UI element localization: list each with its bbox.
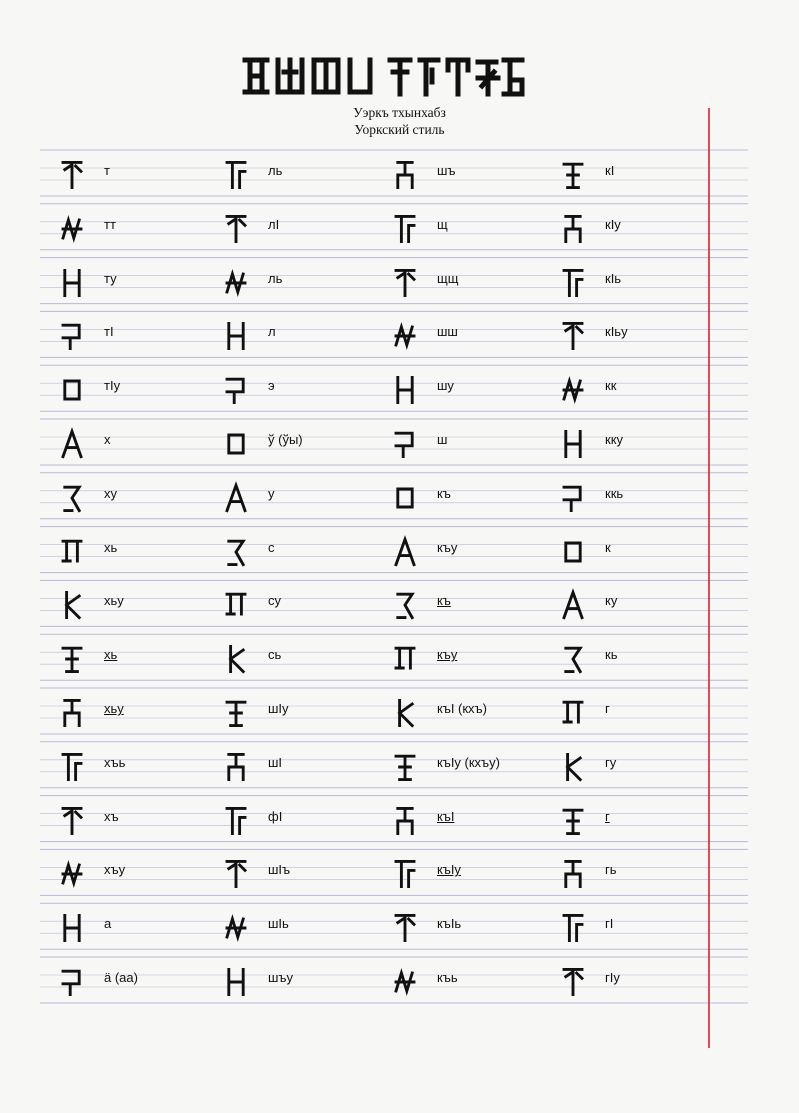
letter-cell bbox=[58, 530, 208, 574]
script-glyph-icon bbox=[222, 372, 250, 408]
letter-cell bbox=[58, 314, 208, 358]
letter-cell bbox=[559, 368, 709, 412]
transliteration-label: ку bbox=[605, 593, 618, 609]
script-glyph-icon bbox=[559, 910, 587, 946]
script-glyph-icon bbox=[391, 157, 419, 193]
letter-cell bbox=[391, 476, 541, 520]
letter-cell bbox=[559, 637, 709, 681]
transliteration-label: кI bbox=[605, 163, 615, 178]
letter-cell bbox=[391, 906, 541, 950]
transliteration-label: щщ bbox=[437, 270, 459, 286]
letter-cell bbox=[58, 153, 208, 197]
transliteration-label: с bbox=[268, 539, 275, 555]
transliteration-label: къIу bbox=[437, 862, 461, 878]
transliteration-label: г bbox=[605, 808, 610, 824]
transliteration-label: тIу bbox=[104, 378, 121, 394]
transliteration-label: тI bbox=[104, 324, 114, 340]
transliteration-label: ккь bbox=[605, 485, 624, 501]
script-glyph-icon bbox=[58, 265, 86, 301]
transliteration-label: ль bbox=[268, 270, 283, 286]
script-glyph-icon bbox=[559, 318, 587, 354]
letter-cell bbox=[58, 691, 208, 735]
transliteration-label: ту bbox=[104, 270, 117, 286]
transliteration-label: л bbox=[268, 324, 276, 340]
transliteration-label: шъу bbox=[268, 970, 294, 985]
letter-cell bbox=[58, 261, 208, 305]
letter-cell bbox=[58, 476, 208, 520]
letter-cell bbox=[559, 314, 709, 358]
letter-cell bbox=[559, 906, 709, 950]
transliteration-label: къI (кхъ) bbox=[437, 701, 488, 716]
transliteration-label: хь bbox=[104, 539, 118, 555]
script-glyph-icon bbox=[391, 910, 419, 946]
script-glyph-icon bbox=[559, 157, 587, 193]
transliteration-label: ш bbox=[437, 432, 448, 447]
script-glyph-icon bbox=[222, 803, 250, 839]
transliteration-label: кIь bbox=[605, 270, 622, 286]
transliteration-label: хь bbox=[104, 647, 118, 663]
transliteration-label: гь bbox=[605, 862, 617, 878]
script-glyph-icon bbox=[222, 318, 250, 354]
script-title-art bbox=[240, 52, 525, 104]
letter-cell bbox=[222, 583, 372, 627]
letter-cell bbox=[58, 852, 208, 896]
transliteration-label: къу bbox=[437, 647, 458, 663]
script-glyph-icon bbox=[58, 480, 86, 516]
letter-cell bbox=[559, 261, 709, 305]
letter-cell bbox=[222, 852, 372, 896]
letter-cell bbox=[391, 960, 541, 1004]
transliteration-label: хьу bbox=[104, 593, 124, 609]
letter-cell bbox=[559, 422, 709, 466]
letter-cell bbox=[391, 745, 541, 789]
script-glyph-icon bbox=[222, 211, 250, 247]
script-glyph-icon bbox=[58, 157, 86, 193]
transliteration-label: къI bbox=[437, 808, 455, 824]
script-glyph-icon bbox=[222, 749, 250, 785]
letter-cell bbox=[58, 368, 208, 412]
letter-cell bbox=[391, 852, 541, 896]
script-glyph-icon bbox=[58, 910, 86, 946]
letter-cell bbox=[559, 799, 709, 843]
letter-cell bbox=[391, 422, 541, 466]
script-glyph-icon bbox=[391, 211, 419, 247]
script-glyph-icon bbox=[559, 964, 587, 1000]
script-glyph-icon bbox=[559, 803, 587, 839]
letter-cell bbox=[222, 530, 372, 574]
transliteration-label: гIу bbox=[605, 970, 620, 985]
transliteration-label: къь bbox=[437, 970, 458, 985]
letter-cell bbox=[222, 745, 372, 789]
letter-cell bbox=[222, 691, 372, 735]
script-glyph-icon bbox=[222, 534, 250, 570]
script-glyph-icon bbox=[222, 265, 250, 301]
transliteration-label: хъь bbox=[104, 754, 126, 770]
script-glyph-icon bbox=[222, 587, 250, 623]
transliteration-label: гI bbox=[605, 916, 614, 932]
script-glyph-icon bbox=[559, 534, 587, 570]
script-glyph-icon bbox=[559, 480, 587, 516]
letter-cell bbox=[222, 637, 372, 681]
letter-cell bbox=[391, 153, 541, 197]
transliteration-label: сь bbox=[268, 647, 282, 663]
transliteration-label: лI bbox=[268, 216, 280, 232]
letter-cell bbox=[58, 422, 208, 466]
letter-cell bbox=[222, 422, 372, 466]
letter-cell bbox=[58, 207, 208, 251]
transliteration-label: шIъ bbox=[268, 862, 291, 878]
script-glyph-icon bbox=[559, 211, 587, 247]
script-glyph-icon bbox=[58, 211, 86, 247]
letter-cell bbox=[559, 583, 709, 627]
script-glyph-icon bbox=[391, 372, 419, 408]
letter-cell bbox=[391, 368, 541, 412]
script-glyph-icon bbox=[58, 372, 86, 408]
transliteration-label: ху bbox=[104, 485, 117, 501]
letter-cell bbox=[391, 583, 541, 627]
script-glyph-icon bbox=[391, 641, 419, 677]
letter-cell bbox=[391, 799, 541, 843]
transliteration-label: кIьу bbox=[605, 324, 628, 340]
letter-cell bbox=[559, 745, 709, 789]
script-glyph-icon bbox=[391, 856, 419, 892]
transliteration-label: фI bbox=[268, 808, 283, 824]
script-glyph-icon bbox=[222, 157, 250, 193]
script-glyph-icon bbox=[559, 749, 587, 785]
transliteration-label: а bbox=[104, 916, 112, 932]
transliteration-label: х bbox=[104, 432, 111, 447]
letter-cell bbox=[222, 314, 372, 358]
letter-cell bbox=[391, 691, 541, 735]
script-glyph-icon bbox=[391, 695, 419, 731]
script-glyph-icon bbox=[391, 803, 419, 839]
letter-cell bbox=[391, 261, 541, 305]
script-glyph-icon bbox=[222, 480, 250, 516]
letter-cell bbox=[222, 476, 372, 520]
script-glyph-icon bbox=[391, 534, 419, 570]
script-glyph-icon bbox=[58, 964, 86, 1000]
script-glyph-icon bbox=[559, 856, 587, 892]
transliteration-label: ў (ўы) bbox=[268, 432, 303, 447]
letter-cell bbox=[559, 153, 709, 197]
letter-cell bbox=[58, 583, 208, 627]
letter-cell bbox=[222, 906, 372, 950]
letter-cell bbox=[391, 314, 541, 358]
letter-cell bbox=[559, 960, 709, 1004]
letter-cell bbox=[559, 852, 709, 896]
transliteration-label: у bbox=[268, 485, 275, 501]
transliteration-label: ль bbox=[268, 163, 283, 178]
letter-cell bbox=[58, 637, 208, 681]
script-glyph-icon bbox=[559, 641, 587, 677]
script-glyph-icon bbox=[391, 587, 419, 623]
transliteration-label: къIь bbox=[437, 916, 462, 932]
script-glyph-icon bbox=[222, 695, 250, 731]
script-glyph-icon bbox=[391, 318, 419, 354]
transliteration-label: э bbox=[268, 378, 275, 394]
letter-cell bbox=[222, 261, 372, 305]
transliteration-label: к bbox=[605, 539, 611, 555]
script-glyph-icon bbox=[58, 641, 86, 677]
letter-cell bbox=[58, 960, 208, 1004]
transliteration-label: т bbox=[104, 163, 110, 178]
script-glyph-icon bbox=[222, 856, 250, 892]
letter-cell bbox=[391, 207, 541, 251]
script-glyph-icon bbox=[222, 964, 250, 1000]
script-glyph-icon bbox=[222, 910, 250, 946]
script-glyph-icon bbox=[58, 318, 86, 354]
transliteration-label: къ bbox=[437, 593, 451, 609]
script-glyph-icon bbox=[58, 426, 86, 462]
transliteration-label: тт bbox=[104, 216, 116, 232]
transliteration-label: кIу bbox=[605, 216, 621, 232]
transliteration-label: къIу (кхъу) bbox=[437, 754, 501, 770]
transliteration-label: шш bbox=[437, 324, 458, 340]
transliteration-label: къу bbox=[437, 539, 458, 555]
transliteration-label: ä (аа) bbox=[104, 970, 138, 985]
script-glyph-icon bbox=[559, 372, 587, 408]
transliteration-label: шъ bbox=[437, 163, 456, 178]
script-glyph-icon bbox=[559, 426, 587, 462]
script-glyph-icon bbox=[559, 265, 587, 301]
transliteration-label: къ bbox=[437, 485, 451, 501]
letter-cell bbox=[391, 530, 541, 574]
transliteration-label: гу bbox=[605, 754, 617, 770]
script-glyph-icon bbox=[222, 641, 250, 677]
script-glyph-icon bbox=[391, 265, 419, 301]
letter-cell bbox=[559, 207, 709, 251]
transliteration-label: кь bbox=[605, 647, 618, 663]
script-glyph-icon bbox=[58, 587, 86, 623]
transliteration-label: хьу bbox=[104, 701, 124, 716]
transliteration-label: хъу bbox=[104, 862, 126, 878]
script-glyph-icon bbox=[391, 426, 419, 462]
script-glyph-icon bbox=[391, 749, 419, 785]
script-glyph-icon bbox=[391, 964, 419, 1000]
transliteration-label: шIу bbox=[268, 701, 289, 716]
transliteration-label: г bbox=[605, 701, 610, 716]
script-glyph-icon bbox=[58, 749, 86, 785]
letter-cell bbox=[58, 799, 208, 843]
subtitle-native: Уэркъ тхынхабз bbox=[353, 105, 446, 120]
transliteration-label: хъ bbox=[104, 808, 119, 824]
letter-cell bbox=[559, 530, 709, 574]
script-glyph-icon bbox=[58, 534, 86, 570]
letter-cell bbox=[222, 368, 372, 412]
letter-cell bbox=[222, 207, 372, 251]
letter-cell bbox=[391, 637, 541, 681]
transliteration-label: шIь bbox=[268, 916, 289, 932]
script-glyph-icon bbox=[58, 856, 86, 892]
letter-cell bbox=[58, 745, 208, 789]
script-glyph-icon bbox=[58, 803, 86, 839]
subtitle-russian: Уоркский стиль bbox=[354, 122, 445, 137]
letter-cell bbox=[58, 906, 208, 950]
transliteration-label: шI bbox=[268, 754, 283, 770]
transliteration-label: кк bbox=[605, 378, 617, 394]
letter-cell bbox=[559, 476, 709, 520]
script-glyph-icon bbox=[559, 695, 587, 731]
transliteration-label: щ bbox=[437, 216, 448, 232]
script-glyph-icon bbox=[391, 480, 419, 516]
script-glyph-icon bbox=[222, 426, 250, 462]
letter-cell bbox=[559, 691, 709, 735]
transliteration-label: су bbox=[268, 593, 281, 609]
letter-cell bbox=[222, 960, 372, 1004]
transliteration-label: шу bbox=[437, 378, 454, 394]
script-glyph-icon bbox=[559, 587, 587, 623]
letter-cell bbox=[222, 153, 372, 197]
transliteration-label: кку bbox=[605, 432, 624, 447]
script-glyph-icon bbox=[58, 695, 86, 731]
letter-cell bbox=[222, 799, 372, 843]
